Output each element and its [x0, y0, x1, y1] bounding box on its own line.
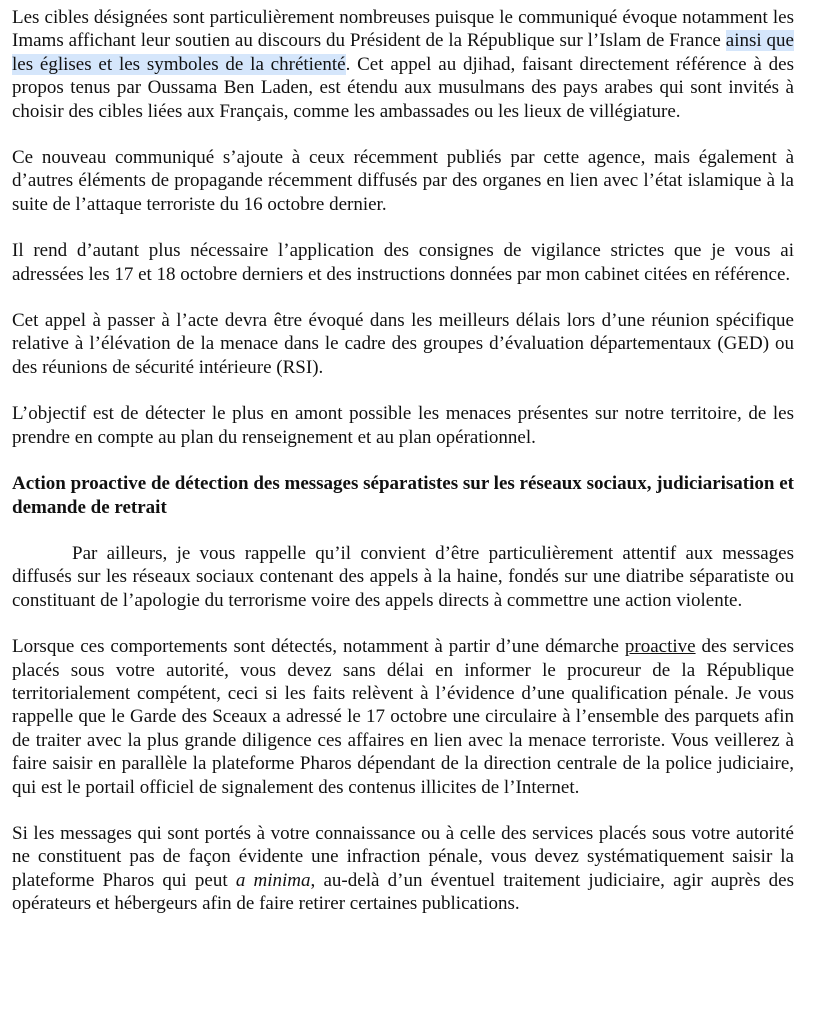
paragraph-objective: L’objectif est de détecter le plus en amont possible les menaces présentes sur notre territoire, de les prendre en compte au plan du renseignement et au plan opérationnel. — [12, 403, 794, 448]
paragraph-text: . Cet appel au djihad, faisant directement référence à des propos tenus par Oussama Ben Laden, est étendu aux musulmans des pays arabes qui sont invités à choisir des cibles liées aux Français, comme les ambassades ou les lieux de villégiature. — [12, 53, 794, 122]
section-heading: Action proactive de détection des messages séparatistes sur les réseaux sociaux, judiciarisation et demande de retrait — [12, 473, 794, 518]
paragraph-text: , au-delà d’un éventuel traitement judiciaire, agir auprès des opérateurs et hébergeurs afin de faire retirer certaines publications. — [12, 869, 794, 915]
paragraph-text: Si les messages qui sont portés à votre connaissance ou à celle des services placés sous votre autorité ne constituent pas de façon évidente une infraction pénale, vous devez systématiquement saisir la plateforme Pharos qui peut — [12, 822, 794, 891]
paragraph-pharos — [12, 822, 794, 916]
italic-phrase: a minima — [235, 869, 311, 891]
document-page — [12, 6, 794, 939]
paragraph-meeting: Cet appel à passer à l’acte devra être évoqué dans les meilleurs délais lors d’une réunion spécifique relative à l’élévation de la menace dans le cadre des groupes d’évaluation départementaux (GED) ou des réunions de sécurité intérieure (RSI). — [12, 310, 794, 378]
paragraph-text: des services placés sous votre autorité, vous devez sans délai en informer le procureur de la République territorialement compétent, ceci si les faits relèvent à l’évidence d’une qualification pénale. Je vous rappelle que le Garde des Sceaux a adressé le 17 octobre une circulaire à l’ensemble des parquets afin de traiter avec la plus grande diligence ces affaires en lien avec la menace terroriste. Vous veillerez à faire saisir en parallèle la plateforme Pharos dépendant de la direction centrale de la police judiciaire, qui est le portail officiel de signalement des contenus illicites de l’Internet. — [12, 636, 794, 798]
paragraph-targets — [12, 6, 794, 123]
paragraph-detection — [12, 635, 794, 799]
paragraph-text: Les cibles désignées sont particulièrement nombreuses puisque le communiqué évoque notamment les Imams affichant leur soutien au discours du Président de la République sur l’Islam de France — [12, 7, 794, 52]
paragraph-vigilance: Il rend d’autant plus nécessaire l’application des consignes de vigilance strictes que je vous ai adressées les 17 et 18 octobre derniers et des instructions données par mon cabinet citées en référence. — [12, 240, 794, 285]
underlined-word: proactive — [624, 636, 696, 658]
paragraph-new-communique: Ce nouveau communiqué s’ajoute à ceux récemment publiés par cette agence, mais également à d’autres éléments de propagande récemment diffusés par des organes en lien avec l’état islamique à la suite de l’attaque terroriste du 16 octobre dernier. — [12, 147, 794, 215]
paragraph-text: Lorsque ces comportements sont détectés, notamment à partir d’une démarche — [12, 636, 625, 658]
selected-text-highlight[interactable]: ainsi que les églises et les symboles de la chrétienté — [12, 30, 794, 75]
paragraph-social-networks: Par ailleurs, je vous rappelle qu’il convient d’être particulièrement attentif aux messages diffusés sur les réseaux sociaux contenant des appels à la haine, fondés sur une diatribe séparatiste ou constituant de l’apologie du terrorisme voire des appels directs à commettre une action violente. — [12, 542, 794, 611]
